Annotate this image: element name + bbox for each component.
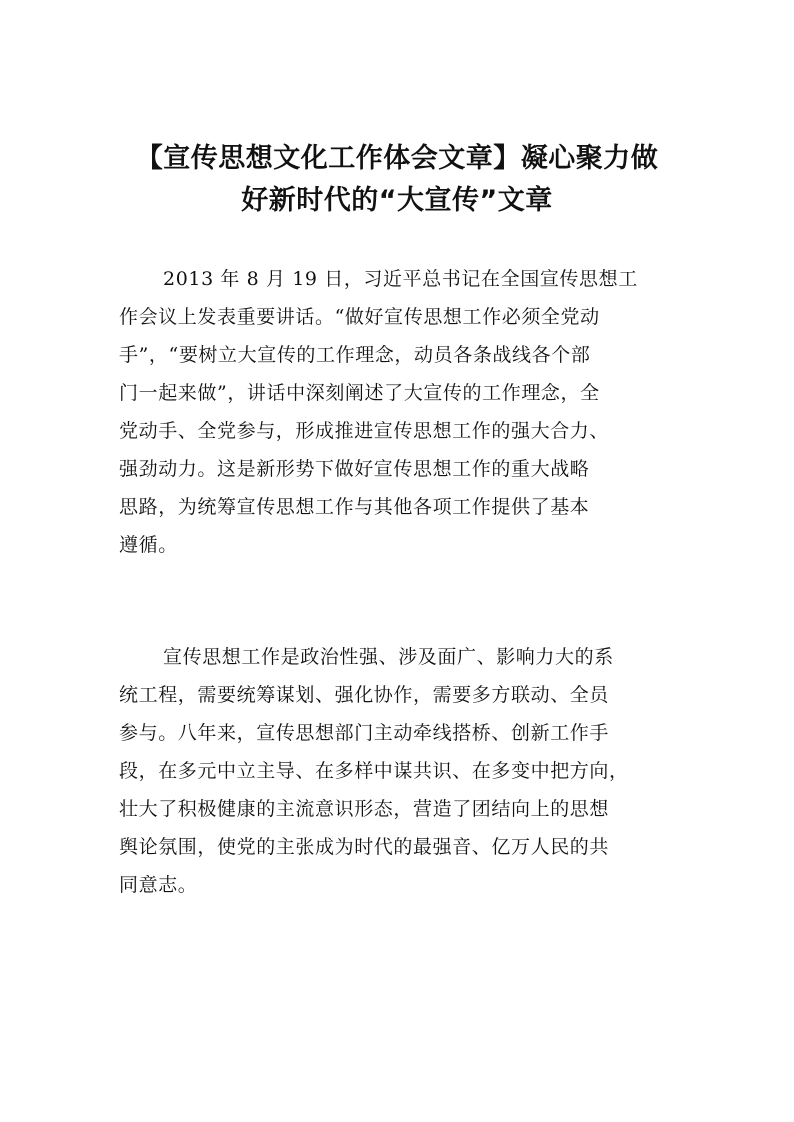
title-line-1: 【宣传思想文化工作体会文章】凝心聚力做 — [135, 143, 659, 174]
paragraph-line: 壮大了积极健康的主流意识形态，营造了团结向上的思想 — [119, 798, 610, 820]
paragraph-line: 门一起来做”，讲话中深刻阐述了大宣传的工作理念，全 — [119, 382, 600, 404]
paragraph-line: 段，在多元中立主导、在多样中谋共识、在多变中把方向， — [119, 760, 629, 782]
paragraph-line: 遵循。 — [119, 534, 178, 556]
paragraph-line: 统工程，需要统筹谋划、强化协作，需要多方联动、全员 — [119, 684, 610, 706]
paragraph-1 — [119, 260, 679, 564]
paragraph-line: 强劲动力。这是新形势下做好宣传思想工作的重大战略 — [119, 458, 590, 480]
title-line-2: 好新时代的“大宣传”文章 — [241, 185, 553, 216]
paragraph-line: 党动手、全党参与，形成推进宣传思想工作的强大合力、 — [119, 420, 610, 442]
document-title — [80, 138, 714, 222]
paragraph-line: 舆论氛围，使党的主张成为时代的最强音、亿万人民的共 — [119, 836, 610, 858]
paragraph-line: 思路，为统筹宣传思想工作与其他各项工作提供了基本 — [119, 496, 590, 518]
paragraph-line: 2013 年 8 月 19 日，习近平总书记在全国宣传思想工 — [163, 268, 638, 290]
paragraph-line: 参与。八年来，宣传思想部门主动牵线搭桥、创新工作手 — [119, 722, 610, 744]
paragraph-line: 同意志。 — [119, 874, 198, 896]
paragraph-line: 宣传思想工作是政治性强、涉及面广、影响力大的系 — [163, 646, 614, 668]
paragraph-line: 作会议上发表重要讲话。“做好宣传思想工作必须全党动 — [119, 306, 600, 328]
paragraph-2 — [119, 638, 679, 904]
paragraph-line: 手”，“要树立大宣传的工作理念，动员各条战线各个部 — [119, 344, 591, 366]
